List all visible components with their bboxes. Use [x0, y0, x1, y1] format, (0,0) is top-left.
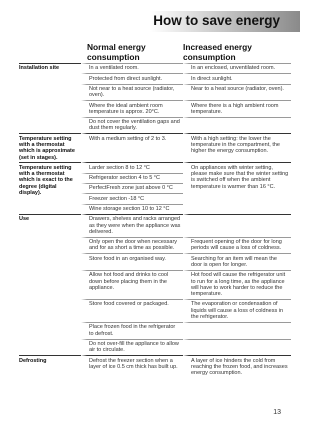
normal-cell: With a medium setting of 2 to 3.: [81, 133, 183, 162]
increased-cell: [183, 117, 291, 134]
table-row: [19, 322, 291, 339]
row-label: Defrosting: [19, 355, 81, 378]
normal-cell: PerfectFresh zone just above 0 °C: [81, 183, 183, 193]
increased-cell: In direct sunlight.: [183, 73, 291, 83]
row-label: [19, 117, 81, 134]
header-increased-consumption: Increased energy consumption: [183, 42, 252, 62]
row-label: Installation site: [19, 63, 81, 73]
increased-cell: The evaporation or condensation of liquids will cause a loss of coldness in the refrigerator.: [183, 299, 291, 322]
row-label: Temperature setting with a thermostat which is exact to the degree (digital display).: [19, 162, 81, 213]
table-row: [19, 133, 291, 162]
row-label: Use: [19, 214, 81, 237]
normal-cell: Larder section 8 to 12 °C: [81, 162, 183, 172]
normal-cell: Place frozen food in the refrigerator to defrost.: [81, 322, 183, 339]
normal-cell: Protected from direct sunlight.: [81, 73, 183, 83]
table-row: [19, 253, 291, 270]
increased-cell: Near to a heat source (radiator, oven).: [183, 84, 291, 101]
table-row: [19, 237, 291, 254]
table-row: [19, 73, 291, 83]
table-row: [19, 299, 291, 322]
energy-table: [19, 63, 289, 378]
normal-cell: Not near to a heat source (radiator, oven).: [81, 84, 183, 101]
row-label: [19, 299, 81, 322]
row-label: [19, 84, 81, 101]
header-normal-consumption: Normal energy consumption: [87, 42, 146, 62]
row-label: Temperature setting with a thermostat which is approximate (set in stages).: [19, 133, 81, 162]
normal-cell: Do not cover the ventilation gaps and dust them regularly.: [81, 117, 183, 134]
increased-cell: Frequent opening of the door for long periods will cause a loss of coldness.: [183, 237, 291, 254]
normal-cell: Drawers, shelves and racks arranged as they were when the appliance was delivered.: [81, 214, 183, 237]
table-row: [19, 270, 291, 299]
normal-cell: Where the ideal ambient room temperature is approx. 20°C.: [81, 100, 183, 117]
table-row: [19, 63, 291, 73]
normal-cell: Refrigerator section 4 to 5 °C: [81, 173, 183, 183]
table-row: [19, 117, 291, 134]
table-row: [19, 355, 291, 378]
normal-cell: In a ventilated room.: [81, 63, 183, 73]
increased-cell: On appliances with winter setting, please make sure that the winter setting is switched off when the ambient temperature is warmer than 16 °C.: [183, 162, 291, 213]
table-row: [19, 100, 291, 117]
increased-cell: In an enclosed, unventilated room.: [183, 63, 291, 73]
normal-cell: Only open the door when necessary and for as short a time as possible.: [81, 237, 183, 254]
row-label: [19, 270, 81, 299]
normal-cell: Do not over-fill the appliance to allow air to circulate.: [81, 339, 183, 356]
table-row: [19, 214, 291, 237]
table-row: [19, 162, 291, 172]
normal-cell: Store food covered or packaged.: [81, 299, 183, 322]
page-title: How to save energy: [153, 13, 280, 28]
page-number: 13: [273, 409, 281, 416]
increased-cell: Hot food will cause the refrigerator unit to run for a long time, as the appliance will have to work harder to reduce the temperature.: [183, 270, 291, 299]
row-label: [19, 253, 81, 270]
row-label: [19, 237, 81, 254]
normal-cell: Allow hot food and drinks to cool down before placing them in the appliance.: [81, 270, 183, 299]
normal-cell: Wine storage section 10 to 12 °C: [81, 204, 183, 214]
increased-cell: A layer of ice hinders the cold from reaching the frozen food, and increases energy consumption.: [183, 355, 291, 378]
increased-cell: [183, 339, 291, 356]
table-row: [19, 339, 291, 356]
row-label: [19, 322, 81, 339]
row-label: [19, 73, 81, 83]
increased-cell: Searching for an item will mean the door is open for longer.: [183, 253, 291, 270]
table-row: [19, 84, 291, 101]
increased-cell: Where there is a high ambient room temperature.: [183, 100, 291, 117]
normal-cell: Freezer section -18 °C: [81, 193, 183, 203]
normal-cell: Defrost the freezer section when a layer of ice 0.5 cm thick has built up.: [81, 355, 183, 378]
row-label: [19, 339, 81, 356]
normal-cell: Store food in an organised way.: [81, 253, 183, 270]
increased-cell: [183, 214, 291, 237]
increased-cell: [183, 322, 291, 339]
increased-cell: With a high setting: the lower the temperature in the compartment, the higher the energy consumption.: [183, 133, 291, 162]
row-label: [19, 100, 81, 117]
